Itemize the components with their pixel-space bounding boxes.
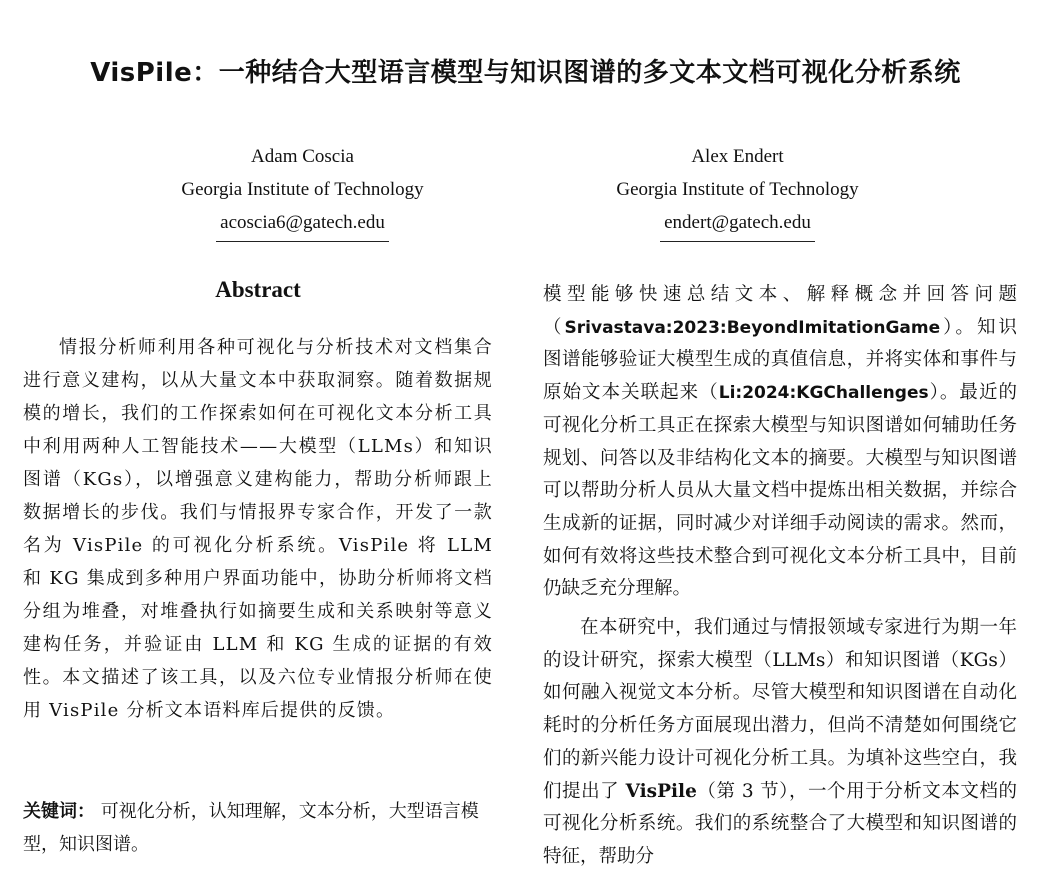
body-text: ）。最近的可视化分析工具正在探索大模型与知识图谱如何辅助任务规划、问答以及非结构化文本的摘要。大模型与知识图谱可以帮助分析人员从大量文档中提炼出相关数据，并综合生成新的证据，同时减少对详细手动阅读的需求。然而，如何有效将这些技术整合到可视化文本分析工具中，目前仍缺乏充分理解。 — [543, 382, 1017, 600]
author-block-1 — [120, 140, 485, 242]
author-email-link[interactable]: endert@gatech.edu — [660, 206, 815, 242]
body-text: ）。知识图谱能够验证大模型生成的真值信息，并将实体和事件与原始文本关联起来（ — [543, 316, 1017, 404]
system-name: VisPile — [625, 780, 697, 802]
citation-link[interactable]: Li:2024:KGChallenges — [718, 383, 929, 404]
paper-title: VisPile：一种结合大型语言模型与知识图谱的多文本文档可视化分析系统 — [90, 58, 961, 88]
body-paragraph-1 — [543, 279, 1017, 606]
body-text: 在本研究中，我们通过与情报领域专家进行为期一年的设计研究，探索大模型（LLMs）和知识图谱（KGs）如何融入视觉文本分析。尽管大模型和知识图谱在自动化耗时的分析任务方面展现出潜力，但尚不清楚如何围绕它们的新兴能力设计可视化分析工具。为填补这些空白，我们提出了 — [543, 617, 1017, 802]
body-paragraph-2 — [543, 612, 1017, 874]
abstract-heading: Abstract — [215, 277, 301, 302]
author-name: Alex Endert — [691, 146, 784, 167]
author-block-2 — [555, 140, 920, 242]
author-affiliation: Georgia Institute of Technology — [616, 179, 859, 200]
keywords-line — [23, 795, 493, 861]
keywords-text: 可视化分析，认知理解，文本分析，大型语言模型，知识图谱。 — [23, 801, 479, 855]
abstract-body: 情报分析师利用各种可视化与分析技术对文档集合进行意义建构，以从大量文本中获取洞察。随着数据规模的增长，我们的工作探索如何在可视化文本分析工具中利用两种人工智能技术——大模型（LLMs）和知识图谱（KGs），以增强意义建构能力，帮助分析师跟上数据增长的步伐。我们与情报界专家合作，开发了一款名为 VisPile 的可视化分析系统。VisPile 将 LLM 和 KG 集成到多种用户界面功能中，协助分析师将文档分组为堆叠，对堆叠执行如摘要生成和关系映射等意义建构任务，并验证由 LLM 和 KG 生成的证据的有效性。本文描述了该工具，以及六位专业情报分析师在使用 VisPile 分析文本语料库后提供的反馈。 — [23, 337, 493, 721]
body-right-column — [543, 279, 1017, 874]
keywords-label: 关键词： — [23, 801, 95, 822]
author-affiliation: Georgia Institute of Technology — [181, 179, 424, 200]
author-email-link[interactable]: acoscia6@gatech.edu — [216, 206, 389, 242]
body-text: 模型能够快速总结文本、解释概念并回答问题（ — [543, 284, 1017, 338]
author-name: Adam Coscia — [251, 146, 354, 167]
citation-link[interactable]: Srivastava:2023:BeyondImitationGame — [564, 317, 941, 338]
body-text: （第 3 节），一个用于分析文本文档的可视化分析系统。我们的系统整合了大模型和知识图谱的特征，帮助分 — [543, 780, 1017, 867]
